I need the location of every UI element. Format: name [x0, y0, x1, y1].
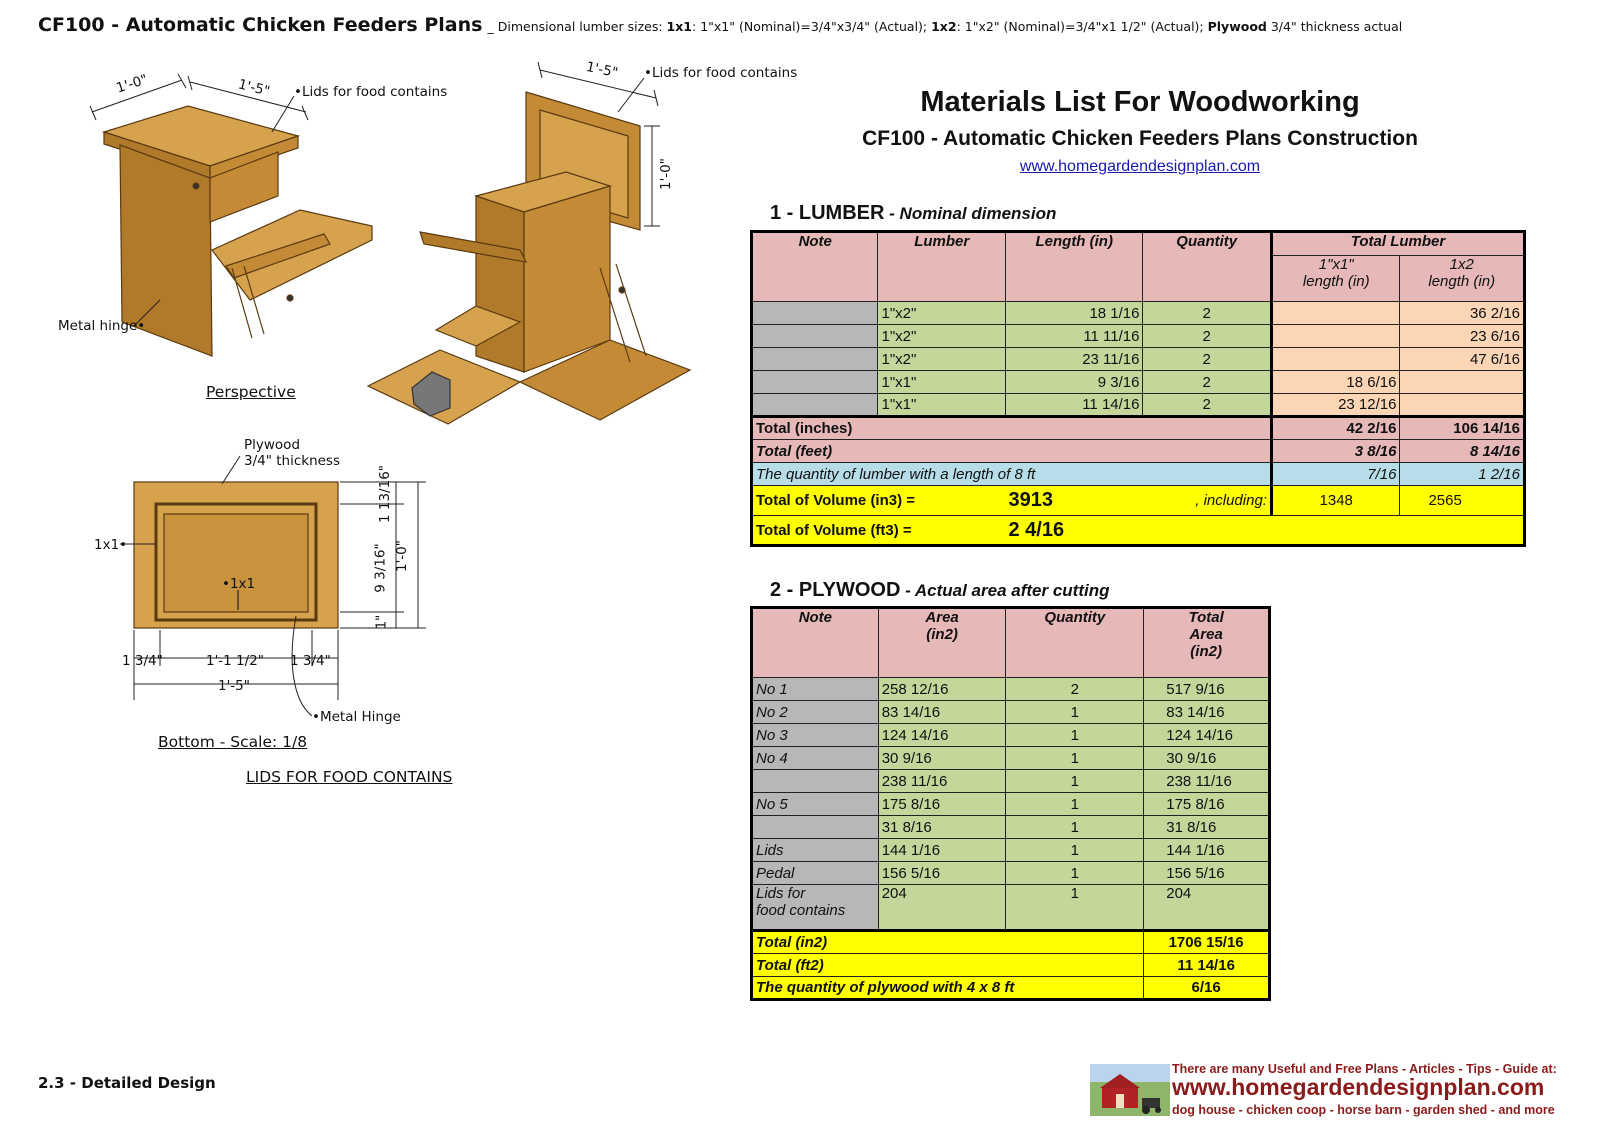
lumber-cell-qty: 2 — [1143, 394, 1271, 417]
plywood-cell-note — [752, 816, 879, 839]
subtitle-1x1-text: : 1"x1" (Nominal)=3/4"x3/4" (Actual); — [692, 19, 932, 34]
plywood-cell-note: No 4 — [752, 747, 879, 770]
dim-9-3-16: 9 3/16" — [372, 543, 389, 593]
dim-1ft-bottom: 1'-0" — [393, 540, 410, 572]
plywood-cell-note: No 2 — [752, 701, 879, 724]
lumber-table — [750, 230, 1526, 547]
plywood-cell-total: 30 9/16 — [1144, 747, 1270, 770]
materials-title: Materials List For Woodworking — [920, 86, 1360, 118]
total-inches-1x2: 106 14/16 — [1400, 417, 1525, 440]
plywood-cell-area: 144 1/16 — [878, 839, 1006, 862]
plywood-header-total — [1144, 608, 1270, 678]
lumber-cell-1x2: 47 6/16 — [1400, 348, 1525, 371]
plywood-header-area — [878, 608, 1006, 678]
vol-including: , including: — [1143, 486, 1271, 516]
plywood-row — [752, 862, 1270, 885]
plywood-cell-total: 124 14/16 — [1144, 724, 1270, 747]
lids-label-1: •Lids for food contains — [294, 84, 448, 100]
plywood-cell-note: No 5 — [752, 793, 879, 816]
plywood-cell-note: No 1 — [752, 678, 879, 701]
lumber-section-title — [770, 202, 1056, 225]
lumber-cell-qty: 2 — [1143, 348, 1271, 371]
plywood-row — [752, 747, 1270, 770]
lumber-volume-ft3-row — [752, 516, 1525, 546]
dim-depth-open: 1'-5" — [584, 58, 620, 82]
lumber-header-lumber: Lumber — [878, 232, 1005, 302]
plywood-cell-qty: 1 — [1006, 701, 1144, 724]
lumber-cell-qty: 2 — [1143, 302, 1271, 325]
lids-note-1: Lids for — [756, 885, 806, 902]
plywood-row — [752, 701, 1270, 724]
plywood-cell-qty: 1 — [1006, 793, 1144, 816]
total-feet-label: Total (feet) — [752, 440, 1272, 463]
qty8-1x1: 7/16 — [1271, 463, 1399, 486]
lumber-row — [752, 394, 1525, 417]
barn-logo-image — [1090, 1064, 1170, 1116]
total-inches-1x1: 42 2/16 — [1271, 417, 1399, 440]
plywood-cell-qty: 1 — [1006, 816, 1144, 839]
lumber-header-1x2-sub: length (in) — [1428, 273, 1496, 290]
feeder-drawings — [0, 0, 760, 800]
vol-ft3-label: Total of Volume (ft3) = — [752, 516, 1006, 546]
plywood-cell-qty: 1 — [1006, 747, 1144, 770]
subtitle-plywood: Plywood — [1207, 19, 1267, 34]
dim-1-3-4-right: 1 3/4" — [290, 653, 331, 669]
lumber-volume-in3-row — [752, 486, 1525, 516]
plywood-label: Plywood — [244, 437, 301, 453]
section-label: 2.3 - Detailed Design — [38, 1074, 216, 1092]
lumber-header-1x1-sub: length (in) — [1302, 273, 1370, 290]
subtitle-part: _ Dimensional lumber sizes: — [487, 19, 667, 34]
total-feet-1x2: 8 14/16 — [1400, 440, 1525, 463]
lumber-note: - Nominal dimension — [884, 204, 1057, 223]
lumber-header-1x2 — [1400, 256, 1525, 302]
subtitle-1x2: 1x2 — [931, 19, 957, 34]
lumber-cell-type: 1"x2" — [878, 348, 1005, 371]
plywood-cell-note — [752, 885, 879, 931]
qty8-1x2: 1 2/16 — [1400, 463, 1525, 486]
plywood-cell-qty: 1 — [1006, 839, 1144, 862]
plywood-total-ft2-row — [752, 954, 1270, 977]
plywood-cell-area: 258 12/16 — [878, 678, 1006, 701]
ad-url-link[interactable]: www.homegardendesignplan.com — [1172, 1074, 1545, 1100]
label-1x1-left: 1x1• — [94, 537, 128, 553]
plywood-total-in2: 1706 15/16 — [1144, 931, 1270, 954]
plywood-cell-area: 238 11/16 — [878, 770, 1006, 793]
plywood-header-area-unit: (in2) — [926, 626, 958, 643]
lumber-total-feet-row — [752, 440, 1525, 463]
lumber-cell-1x2 — [1400, 371, 1525, 394]
lumber-cell-1x2 — [1400, 394, 1525, 417]
plywood-row — [752, 839, 1270, 862]
lumber-header-total: Total Lumber — [1271, 232, 1524, 256]
plywood-qty-4x8: 6/16 — [1144, 977, 1270, 1000]
subtitle-1x1: 1x1 — [666, 19, 693, 34]
lids-caption: LIDS FOR FOOD CONTAINS — [246, 768, 453, 786]
materials-url-link[interactable]: www.homegardendesignplan.com — [1019, 158, 1261, 175]
plywood-cell-qty: 1 — [1006, 885, 1144, 931]
lumber-row — [752, 302, 1525, 325]
lumber-row — [752, 348, 1525, 371]
label-1x1-center: •1x1 — [222, 576, 256, 592]
lumber-header-note: Note — [752, 232, 878, 302]
plywood-qty-4x8-row — [752, 977, 1270, 1000]
lumber-cell-1x1: 18 6/16 — [1271, 371, 1399, 394]
lumber-cell-1x1: 23 12/16 — [1271, 394, 1399, 417]
plywood-cell-note: Lids — [752, 839, 879, 862]
dim-depth-top: 1'-5" — [236, 76, 272, 100]
plywood-header-quantity: Quantity — [1006, 608, 1144, 678]
dim-1in: 1" — [373, 614, 390, 630]
plywood-thickness-label: 3/4" thickness — [244, 453, 340, 469]
vol-1x1: 1348 — [1271, 486, 1399, 516]
plywood-header-area-label: Area — [925, 609, 959, 626]
lumber-row — [752, 371, 1525, 394]
ad-text-line1: There are many Useful and Free Plans - Articles - Tips - Guide at: — [1172, 1062, 1557, 1076]
plywood-cell-area: 30 9/16 — [878, 747, 1006, 770]
plywood-cell-total: 175 8/16 — [1144, 793, 1270, 816]
plywood-cell-total: 517 9/16 — [1144, 678, 1270, 701]
plywood-cell-area: 204 — [878, 885, 1006, 931]
plywood-cell-total: 204 — [1144, 885, 1270, 931]
lumber-header-length: Length (in) — [1005, 232, 1143, 302]
lumber-cell-length: 9 3/16 — [1005, 371, 1143, 394]
lumber-header-quantity: Quantity — [1143, 232, 1271, 302]
lids-note-2: food contains — [756, 902, 846, 919]
plywood-cell-area: 156 5/16 — [878, 862, 1006, 885]
lumber-header-1x1 — [1271, 256, 1399, 302]
lumber-total-inches-row — [752, 417, 1525, 440]
plywood-section-title — [770, 579, 1109, 602]
plywood-cell-total: 156 5/16 — [1144, 862, 1270, 885]
page-title: CF100 - Automatic Chicken Feeders Plans — [38, 14, 483, 36]
lumber-title: 1 - LUMBER — [770, 202, 885, 224]
plywood-header-total-unit: (in2) — [1190, 643, 1222, 660]
lumber-cell-length: 11 14/16 — [1005, 394, 1143, 417]
lumber-cell-length: 11 11/16 — [1005, 325, 1143, 348]
lumber-cell-qty: 2 — [1143, 371, 1271, 394]
lumber-row — [752, 325, 1525, 348]
lids-label-2: •Lids for food contains — [644, 65, 798, 81]
perspective-caption: Perspective — [206, 383, 296, 401]
plywood-row — [752, 724, 1270, 747]
plywood-cell-qty: 1 — [1006, 862, 1144, 885]
lumber-cell-1x1 — [1271, 302, 1399, 325]
plywood-cell-qty: 2 — [1006, 678, 1144, 701]
bottom-scale-caption: Bottom - Scale: 1/8 — [158, 733, 308, 751]
plywood-cell-total: 83 14/16 — [1144, 701, 1270, 724]
metal-hinge-label: Metal hinge• — [58, 318, 146, 334]
dim-1-1-1-2: 1'-1 1/2" — [206, 653, 264, 669]
subtitle-1x2-text: : 1"x2" (Nominal)=3/4"x1 1/2" (Actual); — [956, 19, 1208, 34]
lumber-header-1x2-label: 1x2 — [1449, 256, 1474, 273]
plywood-cell-qty: 1 — [1006, 770, 1144, 793]
lumber-cell-1x2: 23 6/16 — [1400, 325, 1525, 348]
lumber-cell-1x1 — [1271, 325, 1399, 348]
plywood-cell-total: 144 1/16 — [1144, 839, 1270, 862]
plywood-cell-area: 31 8/16 — [878, 816, 1006, 839]
dim-1ft5-bottom: 1'-5" — [218, 678, 250, 694]
ad-text-line3: dog house - chicken coop - horse barn - garden shed - and more — [1172, 1103, 1555, 1117]
plywood-cell-area: 175 8/16 — [878, 793, 1006, 816]
lumber-cell-1x1 — [1271, 348, 1399, 371]
lumber-cell-type: 1"x1" — [878, 394, 1005, 417]
total-feet-1x1: 3 8/16 — [1271, 440, 1399, 463]
feeder-open-illustration — [368, 92, 690, 424]
metal-hinge-label-2: •Metal Hinge — [312, 709, 401, 725]
lumber-qty8-row — [752, 463, 1525, 486]
lumber-header-1x1-label: 1"x1" — [1318, 256, 1354, 273]
plywood-row — [752, 678, 1270, 701]
lumber-cell-1x2: 36 2/16 — [1400, 302, 1525, 325]
plywood-cell-total: 31 8/16 — [1144, 816, 1270, 839]
lumber-cell-length: 23 11/16 — [1005, 348, 1143, 371]
plywood-total-ft2: 11 14/16 — [1144, 954, 1270, 977]
vol-in3-label: Total of Volume (in3) = — [752, 486, 1006, 516]
plywood-cell-area: 83 14/16 — [878, 701, 1006, 724]
lumber-cell-length: 18 1/16 — [1005, 302, 1143, 325]
plywood-qty-4x8-label: The quantity of plywood with 4 x 8 ft — [752, 977, 1144, 1000]
plywood-note: - Actual area after cutting — [900, 581, 1110, 600]
plywood-cell-qty: 1 — [1006, 724, 1144, 747]
dim-1-3-4-left: 1 3/4" — [122, 653, 163, 669]
plywood-row — [752, 770, 1270, 793]
plywood-cell-area: 124 14/16 — [878, 724, 1006, 747]
subtitle-plywood-text: 3/4" thickness actual — [1266, 19, 1403, 34]
lumber-cell-type: 1"x1" — [878, 371, 1005, 394]
plywood-row — [752, 793, 1270, 816]
plywood-row-lids-food — [752, 885, 1270, 931]
plywood-title: 2 - PLYWOOD — [770, 579, 901, 601]
materials-subtitle: CF100 - Automatic Chicken Feeders Plans Construction — [862, 127, 1418, 150]
lumber-cell-qty: 2 — [1143, 325, 1271, 348]
plywood-cell-note: No 3 — [752, 724, 879, 747]
plywood-total-in2-label: Total (in2) — [752, 931, 1144, 954]
dim-width-top: 1'-0" — [114, 71, 150, 97]
plywood-cell-note — [752, 770, 879, 793]
plywood-cell-note: Pedal — [752, 862, 879, 885]
plywood-total-ft2-label: Total (ft2) — [752, 954, 1144, 977]
plywood-table — [750, 606, 1271, 1001]
plywood-total-in2-row — [752, 931, 1270, 954]
lumber-cell-type: 1"x2" — [878, 302, 1005, 325]
plywood-header-total-label2: Area — [1189, 626, 1223, 643]
vol-1x2: 2565 — [1400, 486, 1525, 516]
plywood-cell-total: 238 11/16 — [1144, 770, 1270, 793]
vol-in3-value: 3913 — [1005, 486, 1143, 516]
plywood-header-note: Note — [752, 608, 879, 678]
plywood-header-total-label: Total — [1188, 609, 1224, 626]
dim-height-open: 1'-0" — [657, 158, 674, 190]
dim-1-13-16: 1 13/16" — [377, 465, 393, 523]
bottom-view — [134, 482, 338, 628]
total-inches-label: Total (inches) — [752, 417, 1272, 440]
plywood-row — [752, 816, 1270, 839]
qty8-label: The quantity of lumber with a length of 8 ft — [752, 463, 1272, 486]
lumber-cell-type: 1"x2" — [878, 325, 1005, 348]
vol-ft3-value: 2 4/16 — [1005, 516, 1524, 546]
